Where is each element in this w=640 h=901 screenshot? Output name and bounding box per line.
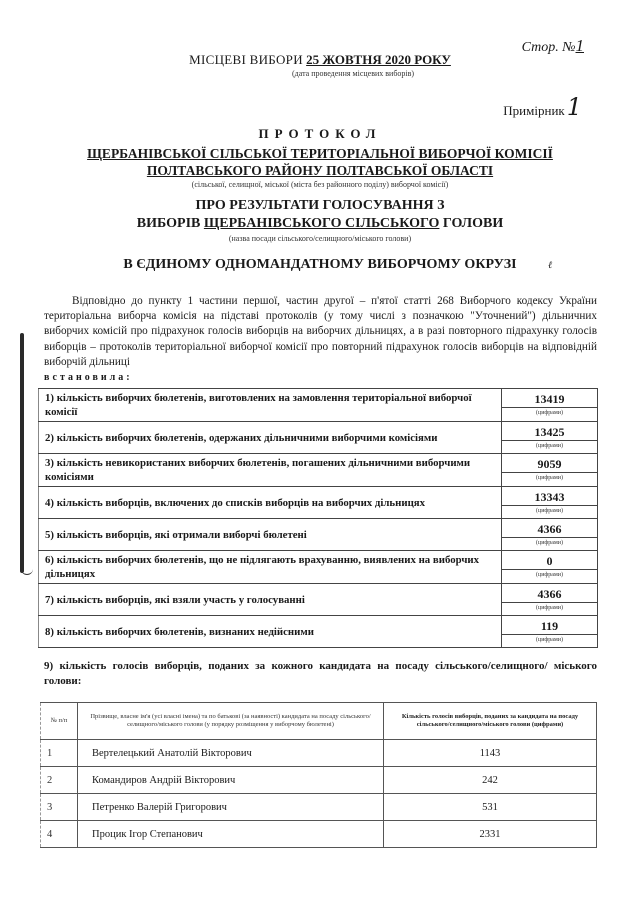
stat-label: 6) кількість виборчих бюлетенів, що не підлягають врахуванню, виявлених на виборчих дільницях <box>39 551 502 584</box>
candidate-name: Процик Ігор Степанович <box>78 821 384 848</box>
stat-label: 5) кількість виборців, які отримали виборчі бюлетені <box>39 519 502 551</box>
candidate-number: 3 <box>41 794 78 821</box>
candidate-number: 1 <box>41 740 78 767</box>
preamble-text: Відповідно до пункту 1 частини першої, частин другої – п'ятої статті 268 Виборчого кодексу України територіальна виборча комісія на підставі протоколів (у тому числі з позначкою "Уточнений") дільничних виборчих комісій про підрахунок голосів виборців на виборчих дільницях, а в разі повторного підрахунку голосів виборців – протоколів територіальної виборчої комісії про повторний підрахунок голосів виборців на відповідній виборчій дільниці <box>44 295 597 368</box>
protocol-title: ПРОТОКОЛ <box>258 126 382 141</box>
stat-label: 1) кількість виборчих бюлетенів, виготовлених на замовлення територіальної виборчої комісії <box>39 389 502 422</box>
candidate-votes: 2331 <box>384 821 597 848</box>
commission-caption: (сільської, селищної, міської (міста без районного поділу) виборчої комісії) <box>191 180 449 189</box>
margin-curve-mark <box>21 568 33 575</box>
table-row <box>39 389 598 422</box>
table-row <box>39 616 598 648</box>
candidate-number: 4 <box>41 821 78 848</box>
commission-line-1: ЩЕРБАНІВСЬКОЇ СІЛЬСЬКОЇ ТЕРИТОРІАЛЬНОЇ ВИБОРЧОЇ КОМІСІЇ <box>87 146 553 161</box>
stat-value: 4366 <box>502 521 597 538</box>
digits-caption: (цифрами) <box>536 572 563 578</box>
candidate-votes: 242 <box>384 767 597 794</box>
results-title <box>0 197 640 233</box>
table-row <box>41 740 597 767</box>
header-number: № п/п <box>41 703 78 740</box>
digits-caption: (цифрами) <box>536 442 563 449</box>
results-line-1: ПРО РЕЗУЛЬТАТИ ГОЛОСУВАННЯ З <box>195 198 445 213</box>
date-caption: (дата проведення місцевих виборів) <box>292 69 415 78</box>
table-row <box>41 821 597 848</box>
digits-caption: (цифрами) <box>536 410 563 416</box>
commission-name <box>0 145 640 179</box>
digits-caption: (цифрами) <box>536 636 563 643</box>
results-prefix: ВИБОРІВ <box>136 216 201 231</box>
district-heading: В ЄДИНОМУ ОДНОМАНДАТНОМУ ВИБОРЧОМУ ОКРУЗІ <box>123 257 517 272</box>
copy-number <box>503 93 582 121</box>
stat-value: 4366 <box>502 586 597 603</box>
candidate-votes: 1143 <box>384 740 597 767</box>
candidates-table <box>40 702 597 848</box>
elections-label: МІСЦЕВІ ВИБОРИ <box>189 52 303 67</box>
position-caption: (назва посади сільського/селищного/міського голови) <box>228 234 412 243</box>
elections-heading <box>0 52 640 68</box>
table-row <box>39 584 598 616</box>
pen-mark: ℓ <box>548 260 553 271</box>
table-row <box>39 519 598 551</box>
table-row <box>41 767 597 794</box>
page-label: Стор. № <box>521 40 576 55</box>
stat-label: 8) кількість виборчих бюлетенів, визнаних недійсними <box>39 616 502 648</box>
stat-value: 119 <box>502 618 597 635</box>
copy-number-handwritten: 1 <box>566 93 582 121</box>
stat-label: 2) кількість виборчих бюлетенів, одержаних дільничними виборчими комісіями <box>39 422 502 454</box>
results-suffix: ГОЛОВИ <box>442 216 504 231</box>
stats-table <box>38 388 598 648</box>
stat-label: 7) кількість виборців, які взяли участь у голосуванні <box>39 584 502 616</box>
table-row <box>39 454 598 487</box>
header-votes: Кількість голосів виборців, поданих за кандидата на посаду сільського/селищного/міського голови (цифрами) <box>384 703 597 740</box>
digits-caption: (цифрами) <box>536 604 563 611</box>
digits-caption: (цифрами) <box>536 507 563 514</box>
stat-label: 4) кількість виборців, включених до списків виборців на виборчих дільницях <box>39 487 502 519</box>
table-row <box>39 487 598 519</box>
table-row <box>41 794 597 821</box>
stat-value: 9059 <box>502 456 597 473</box>
table-header-row <box>41 703 597 740</box>
margin-bracket-mark <box>20 333 24 573</box>
candidates-intro: 9) кількість голосів виборців, поданих за кожного кандидата на посаду сільського/селищного/ міського голови: <box>44 660 597 687</box>
election-date: 25 ЖОВТНЯ 2020 РОКУ <box>306 52 451 67</box>
digits-caption: (цифрами) <box>536 475 563 481</box>
candidate-votes: 531 <box>384 794 597 821</box>
header-name: Прізвище, власне ім'я (усі власні імена) та по батькові (за наявності) кандидата на посаду сільського/селищного/міського голови (у порядку розміщення у виборчому бюлетені) <box>78 703 384 740</box>
table-row <box>39 551 598 584</box>
table-row <box>39 422 598 454</box>
page-number-value: 1 <box>575 36 584 55</box>
results-position: ЩЕРБАНІВСЬКОГО СІЛЬСЬКОГО <box>203 216 440 231</box>
stat-value: 13425 <box>502 424 597 441</box>
stat-value: 13419 <box>502 391 597 408</box>
candidate-name: Вертелецький Анатолій Вікторович <box>78 740 384 767</box>
candidate-name: Петренко Валерій Григорович <box>78 794 384 821</box>
candidate-name: Командиров Андрій Вікторович <box>78 767 384 794</box>
commission-line-2: ПОЛТАВСЬКОГО РАЙОНУ ПОЛТАВСЬКОЇ ОБЛАСТІ <box>146 163 494 178</box>
established-label: встановила: <box>44 372 133 384</box>
copy-label: Примірник <box>503 103 565 118</box>
digits-caption: (цифрами) <box>536 539 563 546</box>
preamble-paragraph <box>44 294 597 385</box>
stat-value: 13343 <box>502 489 597 506</box>
candidate-number: 2 <box>41 767 78 794</box>
stat-label: 3) кількість невикористаних виборчих бюлетенів, погашених дільничними виборчими комісіями <box>39 454 502 487</box>
stat-value: 0 <box>502 553 597 570</box>
